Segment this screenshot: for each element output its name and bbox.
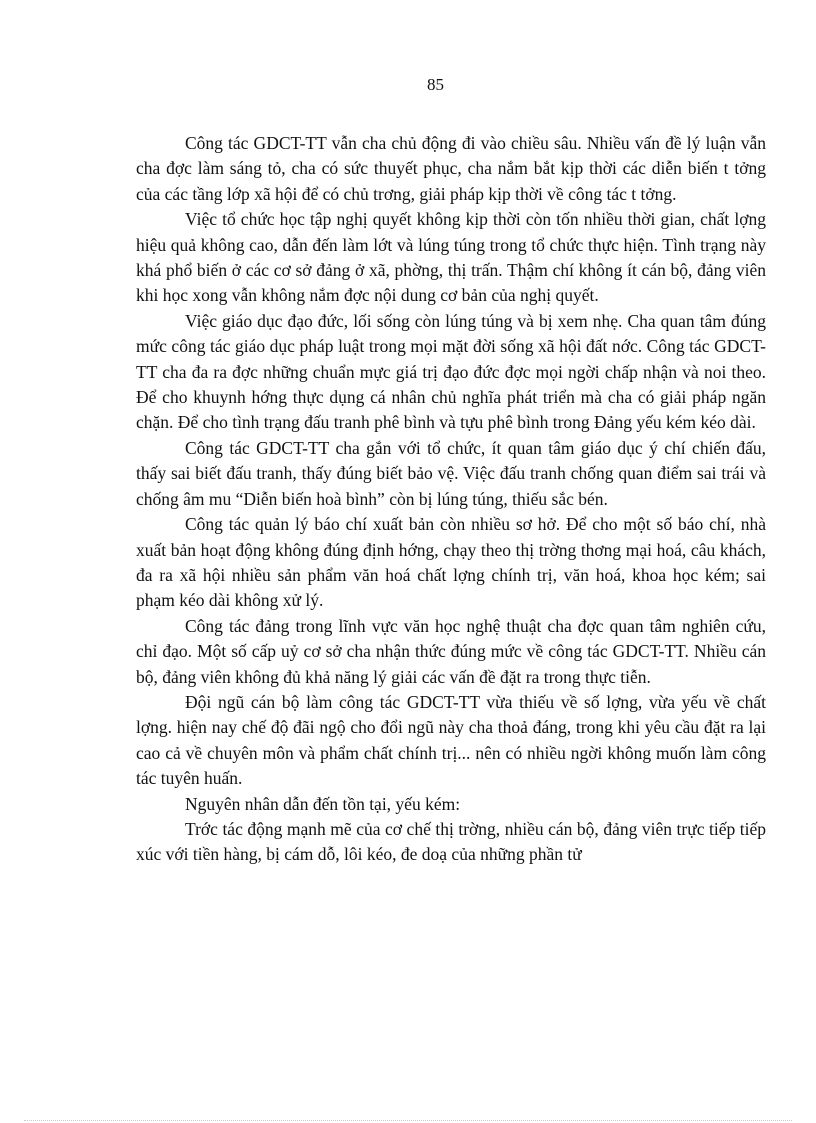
paragraph: Trớc tác động mạnh mẽ của cơ chế thị trờng, nhiều cán bộ, đảng viên trực tiếp tiếp xúc với tiền hàng, bị cám dỗ, lôi kéo, đe doạ của những phần tử <box>136 818 766 865</box>
page-number: 85 <box>427 75 444 94</box>
paragraph: Việc tổ chức học tập nghị quyết không kịp thời còn tốn nhiều thời gian, chất lợng hiệu quả không cao, dẫn đến làm lớt và lúng túng trong tổ chức thực hiện. Tình trạng này khá phổ biến ở các cơ sở đảng ở xã, phờng, thị trấn. Thậm chí không ít cán bộ, đảng viên khi học xong vẫn không nắm đợc nội dung cơ bản của nghị quyết. <box>136 209 766 306</box>
body-text <box>136 131 766 868</box>
paragraph: Công tác GDCT-TT cha gắn với tổ chức, ít quan tâm giáo dục ý chí chiến đấu, thấy sai biết đấu tranh, thấy đúng biết bảo vệ. Việc đấu tranh chống quan điểm sai trái và chống âm mu “Diễn biến hoà bình” còn bị lúng túng, thiếu sắc bén. <box>136 437 766 509</box>
paragraph: Nguyên nhân dẫn đến tồn tại, yếu kém: <box>185 793 461 814</box>
paragraph: Công tác đảng trong lĩnh vực văn học nghệ thuật cha đợc quan tâm nghiên cứu, chỉ đạo. Một số cấp uỷ cơ sở cha nhận thức đúng mức về công tác GDCT-TT. Nhiều cán bộ, đảng viên không đủ khả năng lý giải các vấn đề đặt ra trong thực tiễn. <box>136 615 766 687</box>
paragraph: Đội ngũ cán bộ làm công tác GDCT-TT vừa thiếu về số lợng, vừa yếu về chất lợng. hiện nay chế độ đãi ngộ cho đổi ngũ này cha thoả đáng, trong khi yêu cầu đặt ra lại cao cả về chuyên môn và phẩm chất chính trị... nên có nhiều ngời không muốn làm công tác tuyên huấn. <box>136 691 766 789</box>
paragraph: Việc giáo dục đạo đức, lối sống còn lúng túng và bị xem nhẹ. Cha quan tâm đúng mức công tác giáo dục pháp luật trong mọi mặt đời sống xã hội đất nớc. Công tác GDCT-TT cha đa ra đợc những chuẩn mực giá trị đạo đức đợc mọi ngời chấp nhận và noi theo. Để cho khuynh hớng thực dụng cá nhân chủ nghĩa phát triển mà cha có giải pháp ngăn chặn. Để cho tình trạng đấu tranh phê bình và tựu phê bình trong Đảng yếu kém kéo dài. <box>136 310 766 433</box>
paragraph: Công tác quản lý báo chí xuất bản còn nhiều sơ hở. Để cho một số báo chí, nhà xuất bản hoạt động không đúng định hớng, chạy theo thị trờng thơng mại hoá, câu khách, đa ra xã hội nhiều sản phẩm văn hoá chất lợng chính trị, văn hoá, khoa học kém; sai phạm kéo dài không xử lý. <box>136 514 766 611</box>
paragraph: Công tác GDCT-TT vẫn cha chủ động đi vào chiều sâu. Nhiều vấn đề lý luận vẫn cha đợc làm sáng tỏ, cha có sức thuyết phục, cha nắm bắt kịp thời các diễn biến t tởng của các tầng lớp xã hội để có chủ trơng, giải pháp kịp thời về công tác t tởng. <box>136 133 766 204</box>
page-bottom-border <box>24 1120 792 1121</box>
